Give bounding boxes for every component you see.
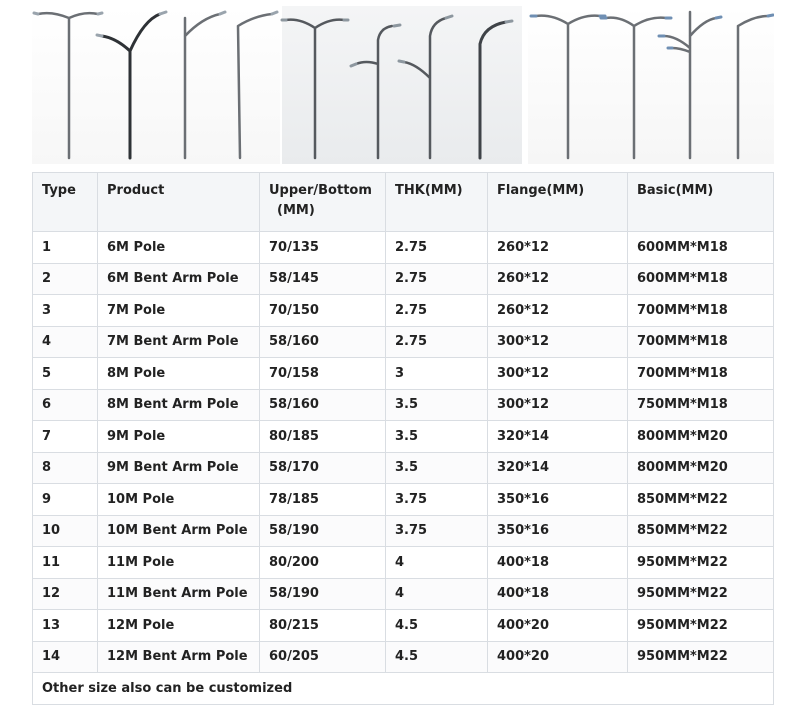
cell-flange: 300*12 bbox=[488, 358, 628, 390]
table-row bbox=[33, 295, 774, 327]
cell-flange: 300*12 bbox=[488, 326, 628, 358]
cell-upper-bottom: 60/205 bbox=[260, 641, 386, 673]
header-upper-bottom bbox=[260, 173, 386, 232]
cell-flange: 400*20 bbox=[488, 641, 628, 673]
cell-upper-bottom: 58/160 bbox=[260, 389, 386, 421]
cell-flange: 320*14 bbox=[488, 452, 628, 484]
cell-type: 6 bbox=[33, 389, 98, 421]
cell-upper-bottom: 80/215 bbox=[260, 610, 386, 642]
table-row bbox=[33, 641, 774, 673]
table-body bbox=[33, 232, 774, 673]
cell-product: 7M Bent Arm Pole bbox=[98, 326, 260, 358]
cell-product: 11M Bent Arm Pole bbox=[98, 578, 260, 610]
cell-upper-bottom: 58/190 bbox=[260, 578, 386, 610]
cell-flange: 400*20 bbox=[488, 610, 628, 642]
cell-type: 10 bbox=[33, 515, 98, 547]
cell-thk: 2.75 bbox=[386, 232, 488, 264]
header-basic: Basic(MM) bbox=[628, 173, 774, 232]
cell-basic: 700MM*M18 bbox=[628, 326, 774, 358]
cell-basic: 950MM*M22 bbox=[628, 547, 774, 579]
cell-type: 8 bbox=[33, 452, 98, 484]
cell-basic: 950MM*M22 bbox=[628, 578, 774, 610]
cell-upper-bottom: 78/185 bbox=[260, 484, 386, 516]
street-light-pole-icon bbox=[32, 6, 774, 164]
cell-product: 9M Bent Arm Pole bbox=[98, 452, 260, 484]
cell-flange: 300*12 bbox=[488, 389, 628, 421]
table-row bbox=[33, 578, 774, 610]
cell-product: 8M Pole bbox=[98, 358, 260, 390]
cell-thk: 2.75 bbox=[386, 326, 488, 358]
street-light-banner bbox=[32, 6, 774, 164]
cell-type: 2 bbox=[33, 263, 98, 295]
table-row bbox=[33, 421, 774, 453]
pole-spec-table bbox=[32, 172, 774, 705]
cell-basic: 600MM*M18 bbox=[628, 263, 774, 295]
cell-thk: 3.75 bbox=[386, 515, 488, 547]
cell-thk: 3.75 bbox=[386, 484, 488, 516]
header-upper-bottom-unit: (MM) bbox=[277, 203, 315, 218]
cell-upper-bottom: 70/158 bbox=[260, 358, 386, 390]
cell-thk: 2.75 bbox=[386, 263, 488, 295]
cell-product: 9M Pole bbox=[98, 421, 260, 453]
header-thk: THK(MM) bbox=[386, 173, 488, 232]
cell-product: 11M Pole bbox=[98, 547, 260, 579]
header-product: Product bbox=[98, 173, 260, 232]
cell-flange: 400*18 bbox=[488, 547, 628, 579]
header-flange: Flange(MM) bbox=[488, 173, 628, 232]
cell-upper-bottom: 58/190 bbox=[260, 515, 386, 547]
cell-type: 12 bbox=[33, 578, 98, 610]
cell-upper-bottom: 58/170 bbox=[260, 452, 386, 484]
table-row bbox=[33, 358, 774, 390]
cell-thk: 4.5 bbox=[386, 641, 488, 673]
cell-type: 4 bbox=[33, 326, 98, 358]
cell-product: 7M Pole bbox=[98, 295, 260, 327]
cell-basic: 850MM*M22 bbox=[628, 515, 774, 547]
cell-basic: 950MM*M22 bbox=[628, 610, 774, 642]
cell-basic: 600MM*M18 bbox=[628, 232, 774, 264]
table-row bbox=[33, 484, 774, 516]
cell-upper-bottom: 80/200 bbox=[260, 547, 386, 579]
cell-basic: 800MM*M20 bbox=[628, 421, 774, 453]
header-type: Type bbox=[33, 173, 98, 232]
table-row bbox=[33, 515, 774, 547]
table-row bbox=[33, 452, 774, 484]
cell-basic: 800MM*M20 bbox=[628, 452, 774, 484]
cell-thk: 4.5 bbox=[386, 610, 488, 642]
table-header-row bbox=[33, 173, 774, 232]
table-note-row bbox=[33, 673, 774, 705]
cell-flange: 350*16 bbox=[488, 515, 628, 547]
cell-product: 12M Pole bbox=[98, 610, 260, 642]
header-upper-bottom-label: Upper/Bottom bbox=[269, 183, 372, 198]
cell-basic: 950MM*M22 bbox=[628, 641, 774, 673]
cell-type: 11 bbox=[33, 547, 98, 579]
cell-thk: 4 bbox=[386, 578, 488, 610]
cell-upper-bottom: 58/160 bbox=[260, 326, 386, 358]
cell-thk: 2.75 bbox=[386, 295, 488, 327]
cell-type: 14 bbox=[33, 641, 98, 673]
cell-upper-bottom: 70/150 bbox=[260, 295, 386, 327]
cell-product: 10M Pole bbox=[98, 484, 260, 516]
cell-thk: 3.5 bbox=[386, 389, 488, 421]
table-row bbox=[33, 389, 774, 421]
table-row bbox=[33, 547, 774, 579]
cell-product: 6M Pole bbox=[98, 232, 260, 264]
cell-upper-bottom: 70/135 bbox=[260, 232, 386, 264]
cell-flange: 400*18 bbox=[488, 578, 628, 610]
cell-upper-bottom: 58/145 bbox=[260, 263, 386, 295]
cell-basic: 700MM*M18 bbox=[628, 295, 774, 327]
cell-product: 8M Bent Arm Pole bbox=[98, 389, 260, 421]
cell-thk: 3.5 bbox=[386, 421, 488, 453]
cell-upper-bottom: 80/185 bbox=[260, 421, 386, 453]
cell-basic: 850MM*M22 bbox=[628, 484, 774, 516]
table-row bbox=[33, 232, 774, 264]
cell-product: 12M Bent Arm Pole bbox=[98, 641, 260, 673]
cell-basic: 750MM*M18 bbox=[628, 389, 774, 421]
cell-type: 3 bbox=[33, 295, 98, 327]
cell-thk: 4 bbox=[386, 547, 488, 579]
cell-type: 1 bbox=[33, 232, 98, 264]
cell-flange: 320*14 bbox=[488, 421, 628, 453]
table-row bbox=[33, 263, 774, 295]
custom-size-note: Other size also can be customized bbox=[33, 673, 774, 705]
cell-flange: 260*12 bbox=[488, 295, 628, 327]
table-row bbox=[33, 326, 774, 358]
cell-thk: 3 bbox=[386, 358, 488, 390]
cell-flange: 260*12 bbox=[488, 263, 628, 295]
cell-type: 5 bbox=[33, 358, 98, 390]
table-row bbox=[33, 610, 774, 642]
cell-type: 9 bbox=[33, 484, 98, 516]
cell-flange: 350*16 bbox=[488, 484, 628, 516]
cell-type: 13 bbox=[33, 610, 98, 642]
cell-flange: 260*12 bbox=[488, 232, 628, 264]
cell-type: 7 bbox=[33, 421, 98, 453]
cell-basic: 700MM*M18 bbox=[628, 358, 774, 390]
cell-product: 6M Bent Arm Pole bbox=[98, 263, 260, 295]
cell-thk: 3.5 bbox=[386, 452, 488, 484]
cell-product: 10M Bent Arm Pole bbox=[98, 515, 260, 547]
